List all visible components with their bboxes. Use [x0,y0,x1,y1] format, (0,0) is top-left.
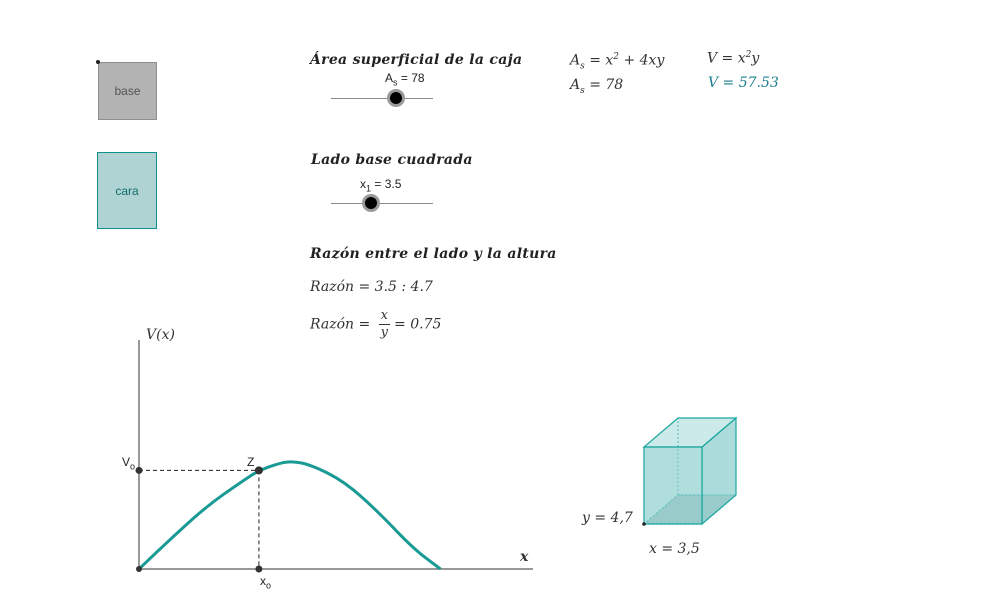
box-corner-dot [642,522,646,526]
ratio-line: Razón = 3.5 : 4.7 [310,279,433,295]
as-formula-sub: s [580,61,585,72]
x0-label-main: x [260,574,266,588]
v-formula-b: y [751,50,760,67]
side-slider-value: = 3.5 [371,177,402,191]
area-slider-value: = 78 [397,71,425,85]
v0-label-sub: o [130,461,136,472]
side-section-title: Lado base cuadrada [311,152,473,168]
x-axis-label: x [520,549,529,565]
box-x-label: x = 3,5 [649,541,700,557]
v-formula-a: V = x [707,50,746,67]
x0-label-sub: o [266,580,272,591]
cara-button[interactable]: cara [97,152,157,229]
side-slider-symbol-sub: 1 [366,183,372,194]
box-front-face [644,447,702,524]
area-slider-symbol-sub: s [393,77,398,88]
z-point-label: Z [247,455,255,469]
fraction-denominator: y [380,325,389,340]
side-slider-symbol: x [360,177,366,191]
v-formula-exp: 2 [745,50,752,60]
ratio-fraction-result: = 0.75 [394,316,442,333]
as-value-sub: s [580,85,585,96]
as-value-lhs: A [570,77,581,93]
as-value-rhs: = 78 [584,77,624,93]
ratio-fraction-prefix: Razón = [310,316,375,333]
box-y-label: y = 4,7 [582,510,633,526]
as-formula-rhs-b: + 4xy [619,52,665,69]
volume-value: V = 57.53 [708,75,779,91]
as-formula-rhs-a: = x [584,52,614,69]
v0-label-main: V [122,455,131,469]
ratio-section-title: Razón entre el lado y la altura [310,246,557,262]
as-formula-lhs: A [570,52,581,69]
fraction-numerator: x [380,308,389,323]
as-formula-exp: 2 [613,52,620,62]
area-section-title: Área superficial de la caja [310,52,523,68]
base-button[interactable]: base [98,62,157,120]
y-axis-label: V(x) [146,327,175,343]
area-slider-symbol: A [385,71,394,85]
